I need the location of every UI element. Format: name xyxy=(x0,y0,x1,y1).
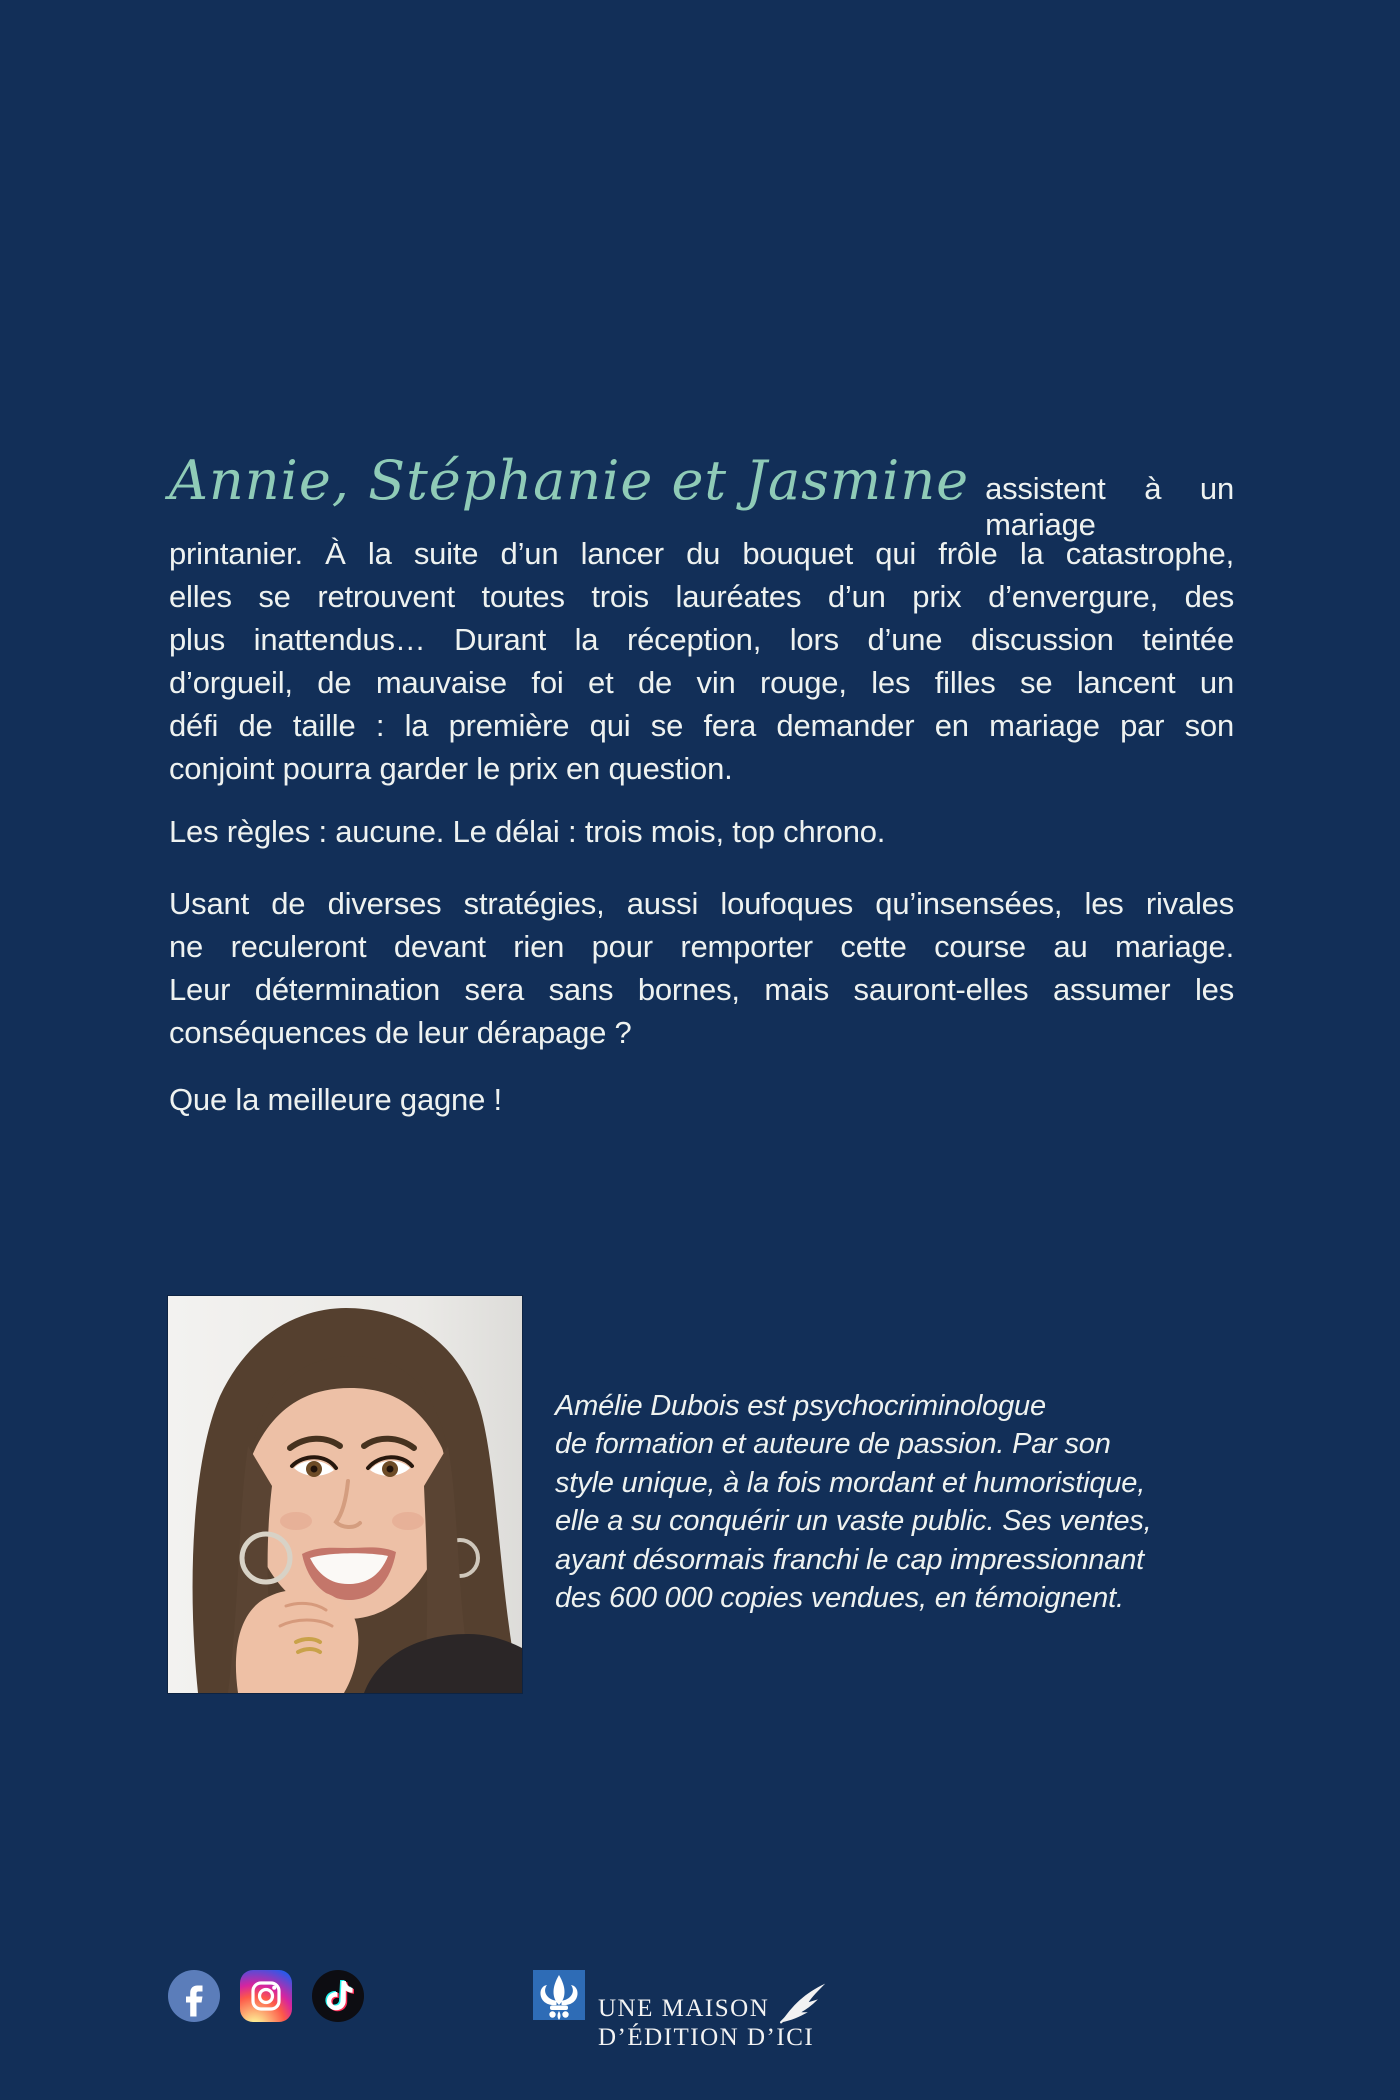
bio-line: ayant désormais franchi le cap impressionnant xyxy=(555,1543,1145,1576)
synopsis-paragraph-1 xyxy=(169,532,1234,790)
character-names: Annie, Stéphanie et Jasmine xyxy=(169,449,970,512)
publisher-name xyxy=(598,1970,833,2052)
social-icons xyxy=(168,1970,364,2022)
synopsis-lead-text: assistent à un mariage xyxy=(985,471,1234,542)
synopsis-tagline: Que la meilleure gagne ! xyxy=(169,1082,502,1117)
author-photo xyxy=(168,1296,522,1693)
fleur-de-lis-icon xyxy=(533,1970,585,2020)
facebook-icon xyxy=(168,1970,220,2022)
synopsis-line: conjoint pourra garder le prix en question. xyxy=(169,751,733,786)
synopsis-line: ne reculeront devant rien pour remporter cette course au mariage. xyxy=(169,929,1234,964)
synopsis-line: Usant de diverses stratégies, aussi loufoques qu’insensées, les rivales xyxy=(169,886,1234,921)
synopsis-paragraph-3 xyxy=(169,882,1234,1054)
synopsis-line: plus inattendus… Durant la réception, lors d’une discussion teintée xyxy=(169,622,1234,657)
bio-line: Amélie Dubois est psychocriminologue xyxy=(555,1390,1046,1422)
publisher-name-line1: UNE MAISON xyxy=(598,1995,770,2022)
synopsis-line: elles se retrouvent toutes trois lauréates d’un prix d’envergure, des xyxy=(169,579,1234,614)
publisher-logo xyxy=(533,1970,833,2052)
bio-line: des 600 000 copies vendues, en témoignent. xyxy=(555,1582,1124,1615)
author-bio xyxy=(555,1387,1245,1617)
bio-line: style unique, à la fois mordant et humoristique, xyxy=(555,1466,1146,1499)
synopsis-lead xyxy=(169,448,1234,543)
bio-line: de formation et auteure de passion. Par son xyxy=(555,1428,1111,1461)
synopsis-line: Leur détermination sera sans bornes, mais sauront-elles assumer les xyxy=(169,972,1234,1007)
synopsis-line: d’orgueil, de mauvaise foi et de vin rouge, les filles se lancent un xyxy=(169,665,1234,700)
bio-line: elle a su conquérir un vaste public. Ses ventes, xyxy=(555,1505,1152,1538)
tiktok-icon xyxy=(312,1970,364,2022)
instagram-icon xyxy=(240,1970,292,2022)
synopsis-line: printanier. À la suite d’un lancer du bouquet qui frôle la catastrophe, xyxy=(169,536,1234,571)
publisher-name-line2: D’ÉDITION D’ICI xyxy=(598,2024,815,2051)
synopsis-paragraph-2: Les règles : aucune. Le délai : trois mois, top chrono. xyxy=(169,814,886,849)
synopsis-line: conséquences de leur dérapage ? xyxy=(169,1015,632,1050)
synopsis-line: défi de taille : la première qui se fera demander en mariage par son xyxy=(169,708,1234,743)
quill-icon xyxy=(777,1970,833,2016)
author-portrait-illustration xyxy=(168,1296,522,1693)
